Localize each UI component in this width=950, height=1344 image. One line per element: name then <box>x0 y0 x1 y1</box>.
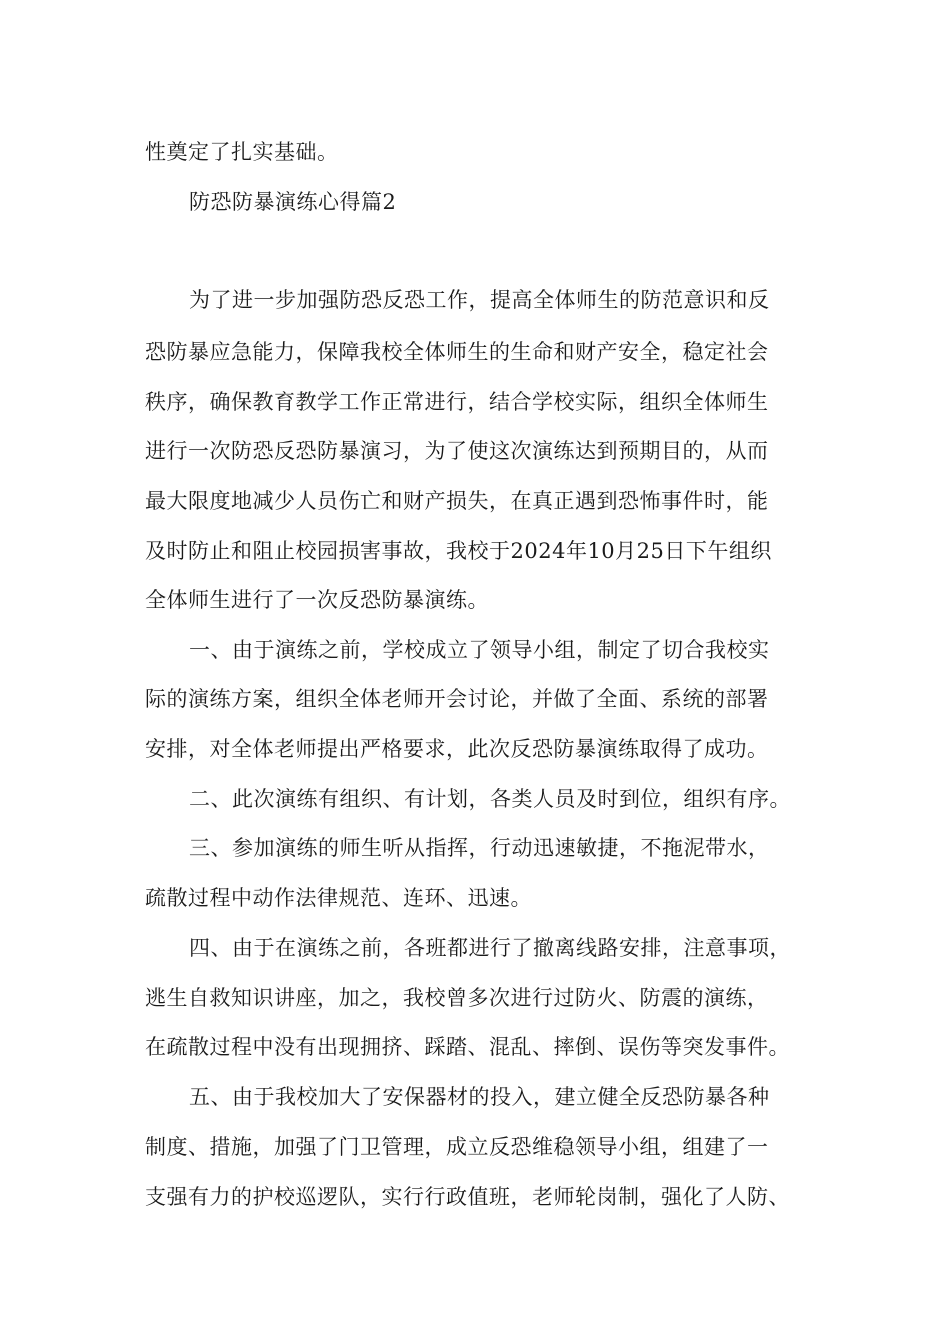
text-line: 及时防止和阻止校园损害事故，我校于2024年10月25日下午组织 <box>145 539 772 563</box>
text-line: 最大限度地减少人员伤亡和财产损失，在真正遇到恐怖事件时，能 <box>145 489 769 513</box>
text-line: 安排，对全体老师提出严格要求，此次反恐防暴演练取得了成功。 <box>145 737 769 761</box>
text-line: 一、由于演练之前，学校成立了领导小组，制定了切合我校实 <box>189 638 770 662</box>
text-line: 秩序，确保教育教学工作正常进行，结合学校实际，组织全体师生 <box>145 390 769 414</box>
text-line: 四、由于在演练之前，各班都进行了撤离线路安排，注意事项， <box>189 936 791 960</box>
text-line: 进行一次防恐反恐防暴演习，为了使这次演练达到预期目的，从而 <box>145 439 769 463</box>
text-line: 疏散过程中动作法律规范、连环、迅速。 <box>145 886 532 910</box>
text-line: 恐防暴应急能力，保障我校全体师生的生命和财产安全，稳定社会 <box>145 340 769 364</box>
text-line: 性奠定了扎实基础。 <box>145 140 339 164</box>
text-line: 全体师生进行了一次反恐防暴演练。 <box>145 588 489 612</box>
text-line: 逃生自救知识讲座，加之，我校曾多次进行过防火、防震的演练， <box>145 986 769 1010</box>
text-line: 制度、措施，加强了门卫管理，成立反恐维稳领导小组，组建了一 <box>145 1135 769 1159</box>
text-line: 二、此次演练有组织、有计划，各类人员及时到位，组织有序。 <box>189 787 791 811</box>
text-line: 五、由于我校加大了安保器材的投入，建立健全反恐防暴各种 <box>189 1085 770 1109</box>
text-line: 支强有力的护校巡逻队，实行行政值班，老师轮岗制，强化了人防、 <box>145 1185 790 1209</box>
text-line: 三、参加演练的师生听从指挥，行动迅速敏捷，不拖泥带水， <box>189 836 770 860</box>
text-line: 在疏散过程中没有出现拥挤、踩踏、混乱、摔倒、误伤等突发事件。 <box>145 1035 790 1059</box>
section-heading: 防恐防暴演练心得篇2 <box>189 190 397 214</box>
text-line: 际的演练方案，组织全体老师开会讨论，并做了全面、系统的部署 <box>145 687 769 711</box>
text-line: 为了进一步加强防恐反恐工作，提高全体师生的防范意识和反 <box>189 288 770 312</box>
